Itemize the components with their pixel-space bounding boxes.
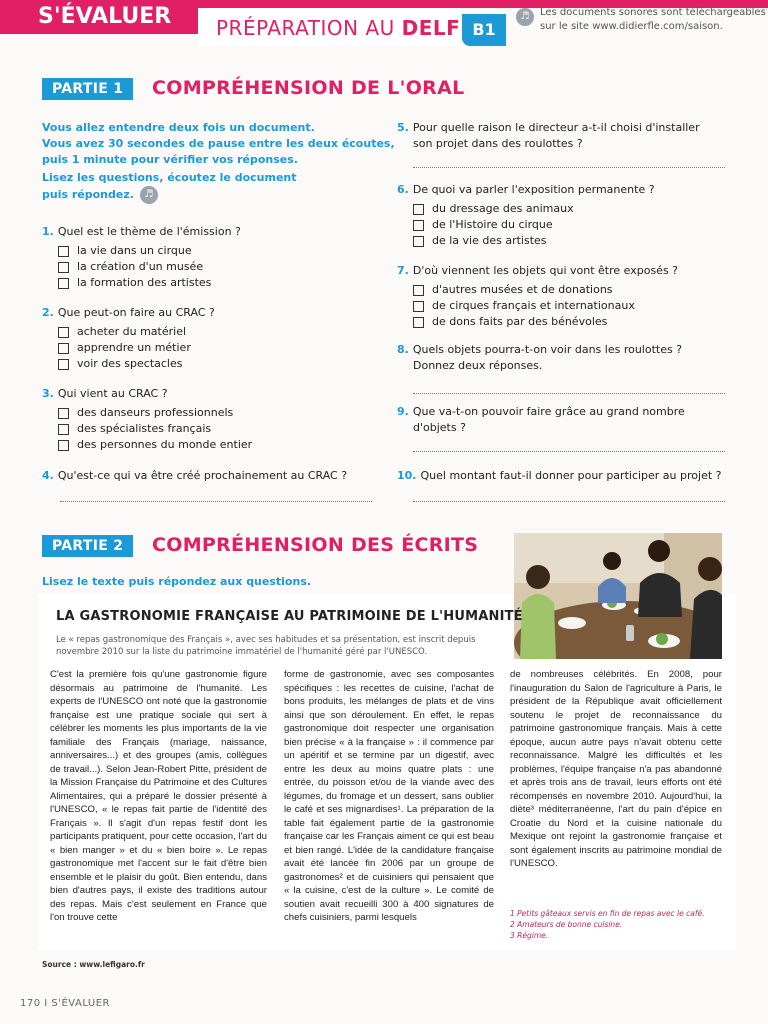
question-number: 6. [397,183,409,196]
part2-label: PARTIE 2 [42,535,133,557]
checkbox-icon[interactable] [58,343,69,354]
question-number: 8. [397,343,409,356]
speaker-icon[interactable]: ♬ [140,186,158,204]
level-badge: B1 [462,14,506,46]
question-number: 1. [42,225,54,238]
option [58,356,372,372]
download-note [540,6,766,34]
question-text [42,386,372,402]
article-column-1: C'est la première fois qu'une gastronomie figure désormais au patrimoine de l'humanité. Les experts de l'UNESCO ont noté que la gastronomie française est une pratique sociale qui sert à célébrer les moments les plus importants de la vie familiale des Français (mariage, naissance, anniversaires...) et des groupes (amis, collègues de travail...). Selon Jean-Robert Pitte, président de la Mission Française du Patrimoine et des Cultures Alimentaires, qui a préparé le dossier présenté à l'UNESCO, « le repas fait partie de l'identité des Français ». Il s'agit d'un repas festif dont les participants pratiquent, pour cette occasion, l'art du « bien manger » et du « bien boire ». Le repas gastronomique met l'accent sur le fait d'être bien ensemble et le plaisir du goût. Bien entendu, dans bien d'autres pays, il existe des traditions autour des repas. Mais c'est seulement en France que l'on trouve cette [50,669,267,923]
article-column-3: de nombreuses célébrités. En 2008, pour l'inauguration du Salon de l'agriculture à Paris, le président de la République avait officiellement soutenu le projet de reconnaissance du patrimoine gastronomique français. Mais à cette époque, aucun autre pays n'avait obtenu cette reconnaissance. Malgré les difficultés et les problèmes, l'équipe française n'a pas abandonné et après trois ans de travail, leurs efforts ont été récompensés en novembre 2010. Aujourd'hui, la diète³ méditerranéenne, l'art du pain d'épice en Croatie du Nord et la cuisine nationale du Mexique ont rejoint la gastronomie française et sont également inscrits au patrimoine mondial de l'UNESCO. [510,669,722,869]
question-number: 9. [397,405,409,418]
question-5 [397,120,727,168]
note-line-2: sur le site www.didierfle.com/saison. [540,21,723,32]
question-number: 7. [397,264,409,277]
checkbox-icon[interactable] [413,204,424,215]
option-label: de l'Histoire du cirque [432,218,553,231]
question-2 [42,305,372,372]
question-9 [397,404,727,452]
question-label: Quels objets pourra-t-on voir dans les roulottes ? [412,343,683,356]
question-label: Quel est le thème de l'émission ? [57,225,241,238]
option-label: des personnes du monde entier [77,438,253,451]
question-label: Quel montant faut-il donner pour participer au projet ? [420,469,722,482]
footnote: 3 Régime. [510,931,549,940]
question-text [397,263,727,279]
question-number: 2. [42,306,54,319]
option [58,259,372,275]
checkbox-icon[interactable] [58,424,69,435]
checkbox-icon[interactable] [58,359,69,370]
note-line-1: Les documents sonores sont téléchargeables [540,7,766,18]
dinner-photo [514,533,722,659]
footnote: 1 Petits gâteaux servis en fin de repas avec le café. [510,909,705,918]
option-label: la vie dans un cirque [77,244,192,257]
question-text [42,305,372,321]
instruction-line-with-audio [42,186,395,204]
option-label: la création d'un musée [77,260,204,273]
question-7 [397,263,727,330]
option [413,298,727,314]
option-label: des spécialistes français [77,422,212,435]
question-6 [397,182,727,249]
part2-instruction: Lisez le texte puis répondez aux questions. [42,575,312,588]
instruction-line: Lisez les questions, écoutez le document [42,171,297,184]
answer-line[interactable] [413,166,725,168]
question-4 [42,468,372,502]
page-folio: 170 I S'ÉVALUER [20,998,111,1009]
option-label: acheter du matériel [77,325,187,338]
option [58,243,372,259]
option [58,437,372,453]
checkbox-icon[interactable] [58,327,69,338]
question-1 [42,224,372,291]
checkbox-icon[interactable] [413,317,424,328]
title-bold: DELF [401,16,461,40]
checkbox-icon[interactable] [413,220,424,231]
question-label: Pour quelle raison le directeur a-t-il choisi d'installer [412,121,700,134]
article-lead: Le « repas gastronomique des Français », avec ses habitudes et sa présentation, est inscrit depuis novembre 2010 sur la liste du patrimoine immatériel de l'humanité géré par l'UNESCO. [56,635,476,657]
section-tag: S'ÉVALUER [0,0,198,34]
option [58,421,372,437]
question-text [397,182,727,198]
question-label-cont: d'objets ? [413,421,466,434]
question-label: D'où viennent les objets qui vont être exposés ? [412,264,679,277]
answer-line[interactable] [413,450,725,452]
question-number: 5. [397,121,409,134]
option [58,405,372,421]
question-10 [397,468,737,502]
instruction-line: puis 1 minute pour vérifier vos réponses. [42,153,298,166]
question-label: Qu'est-ce qui va être créé prochainement au CRAC ? [57,469,348,482]
answer-line[interactable] [413,392,725,394]
part1-instructions [42,120,395,204]
checkbox-icon[interactable] [413,285,424,296]
instruction-line: puis répondez. [42,188,134,201]
checkbox-icon[interactable] [58,262,69,273]
question-number: 3. [42,387,54,400]
question-text [397,468,737,484]
option [413,201,727,217]
question-label: Que va-t-on pouvoir faire grâce au grand nombre [412,405,685,418]
option-label: des danseurs professionnels [77,406,234,419]
option-label: d'autres musées et de donations [432,283,613,296]
answer-line[interactable] [413,500,725,502]
option [58,324,372,340]
option-label: de cirques français et internationaux [432,299,635,312]
option-label: apprendre un métier [77,341,191,354]
checkbox-icon[interactable] [58,278,69,289]
option-label: la formation des artistes [77,276,212,289]
option-label: de dons faits par des bénévoles [432,315,608,328]
question-text [397,404,727,420]
article-source: Source : www.lefigaro.fr [42,960,145,969]
article-title: LA GASTRONOMIE FRANÇAISE AU PATRIMOINE DE L'HUMANITÉ [56,609,523,624]
instruction-line: Vous avez 30 secondes de pause entre les deux écoutes, [42,137,395,150]
question-label: Qui vient au CRAC ? [57,387,168,400]
instruction-line: Vous allez entendre deux fois un document. [42,121,315,134]
option-label: du dressage des animaux [432,202,574,215]
question-3 [42,386,372,453]
question-text [397,342,727,358]
part2-title: COMPRÉHENSION DES ÉCRITS [152,534,479,556]
option-label: voir des spectacles [77,357,183,370]
part1-label: PARTIE 1 [42,78,133,100]
question-text [397,120,727,136]
question-number: 4. [42,469,54,482]
option-label: de la vie des artistes [432,234,547,247]
option [413,217,727,233]
question-text [42,224,372,240]
option [413,233,727,249]
article-column-2: forme de gastronomie, avec ses composantes spécifiques : les recettes de cuisine, l'achat de bons produits, les mélanges de plats et de vins ainsi que son déroulement. En effet, le repas gastronomique doit respecter une organisation bien précise « à la française » : il commence par un apéritif et se termine par un digestif, avec entre les deux au moins quatre plats : une entrée, du poisson et/ou de la viande avec des légumes, du fromage et un dessert, sans oublier le café et ses mignardises¹. La préparation de la table fait également partie de la gastronomie française car les Français aiment ce qui est beau et bien rangé. L'idée de la candidature française avait été lancée fin 2006 par un groupe de gastronomes² et de cuisiniers qui pensaient que « la cuisine, c'est de la culture ». Le comité de soutien avait recueilli 300 à 400 signatures de chefs cuisiniers, parmi lesquels [284,669,494,923]
checkbox-icon[interactable] [58,246,69,257]
footnote: 2 Amateurs de bonne cuisine. [510,920,623,929]
question-label-cont: son projet dans des roulottes ? [413,137,583,150]
checkbox-icon[interactable] [58,440,69,451]
dinner-photo-illustration [514,533,722,659]
checkbox-icon[interactable] [58,408,69,419]
option [58,340,372,356]
question-label: De quoi va parler l'exposition permanente ? [412,183,655,196]
question-number: 10. [397,469,417,482]
checkbox-icon[interactable] [413,236,424,247]
question-text [42,468,372,484]
footnotes [510,908,730,941]
speaker-icon: ♬ [516,8,534,26]
question-label-cont: Donnez deux réponses. [413,359,543,372]
option [413,314,727,330]
part1-title: COMPRÉHENSION DE L'ORAL [152,77,465,99]
question-8 [397,342,727,394]
option [58,275,372,291]
header-title [216,16,460,40]
answer-line[interactable] [60,500,372,502]
question-label: Que peut-on faire au CRAC ? [57,306,215,319]
title-prefix: PRÉPARATION AU [216,16,395,40]
option [413,282,727,298]
checkbox-icon[interactable] [413,301,424,312]
